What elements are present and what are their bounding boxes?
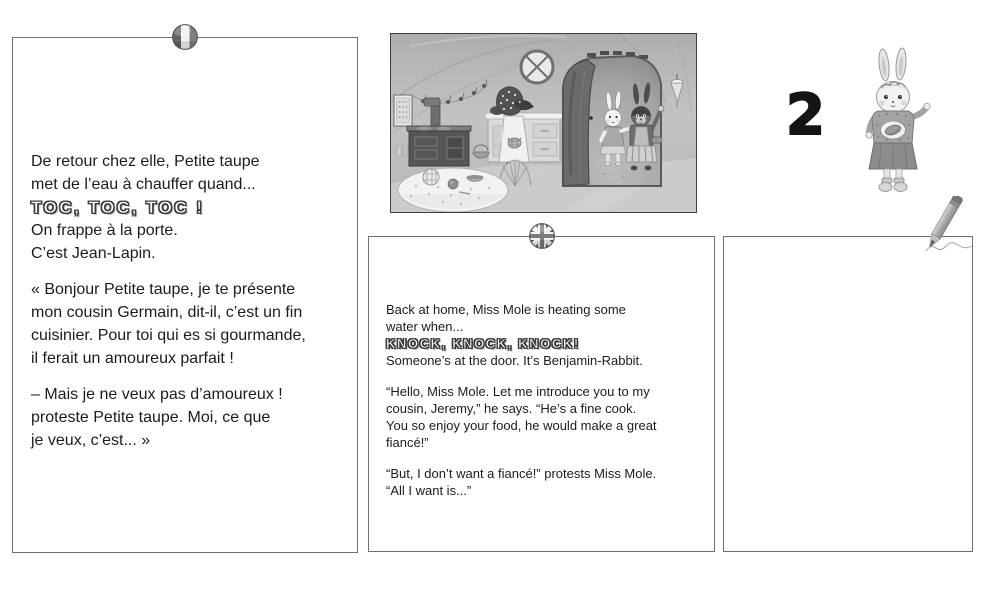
text-line: Back at home, Miss Mole is heating some — [386, 302, 626, 317]
writing-answer-box[interactable] — [723, 236, 973, 552]
text-line: “Hello, Miss Mole. Let me introduce you to my — [386, 384, 650, 399]
french-text-panel — [12, 37, 358, 553]
french-flag-icon — [172, 24, 198, 50]
text-line: Someone’s at the door. It’s Benjamin-Rabbit. — [386, 353, 643, 368]
text-line: water when... — [386, 319, 464, 334]
text-line: – Mais je ne veux pas d’amoureux ! — [31, 386, 283, 403]
text-line: “But, I don’t want a fiancé!” protests Miss Mole. — [386, 466, 657, 481]
text-line: proteste Petite taupe. Moi, ce que — [31, 409, 271, 426]
story-illustration — [390, 33, 697, 213]
text-line: je veux, c’est... » — [31, 432, 151, 449]
text-line: cousin, Jeremy,” he says. “He’s a fine cook. — [386, 401, 637, 416]
text-line: You so enjoy your food, he would make a great — [386, 418, 657, 433]
text-line: « Bonjour Petite taupe, je te présente — [31, 281, 296, 298]
text-line: C’est Jean-Lapin. — [31, 245, 156, 262]
text-line: fiancé!” — [386, 435, 429, 450]
text-line: il ferait un amoureux parfait ! — [31, 350, 234, 367]
rabbit-mascot — [853, 45, 938, 195]
uk-flag-icon — [529, 223, 555, 249]
english-story-text — [386, 301, 706, 499]
sound-effect-text: KNOCK, KNOCK, KNOCK! — [386, 336, 580, 351]
text-line: met de l’eau à chauffer quand... — [31, 176, 256, 193]
text-line: mon cousin Germain, dit-il, c’est un fin — [31, 304, 303, 321]
text-line: “All I want is...” — [386, 483, 472, 498]
french-story-text — [31, 150, 346, 452]
page-number: 2 — [786, 83, 825, 148]
sound-effect-text: TOC, TOC, TOC ! — [31, 198, 205, 217]
pencil-icon — [912, 196, 982, 258]
text-line: cuisinier. Pour toi qui es si gourmande, — [31, 327, 306, 344]
english-text-panel — [368, 236, 715, 552]
text-line: On frappe à la porte. — [31, 222, 178, 239]
text-line: De retour chez elle, Petite taupe — [31, 153, 260, 170]
